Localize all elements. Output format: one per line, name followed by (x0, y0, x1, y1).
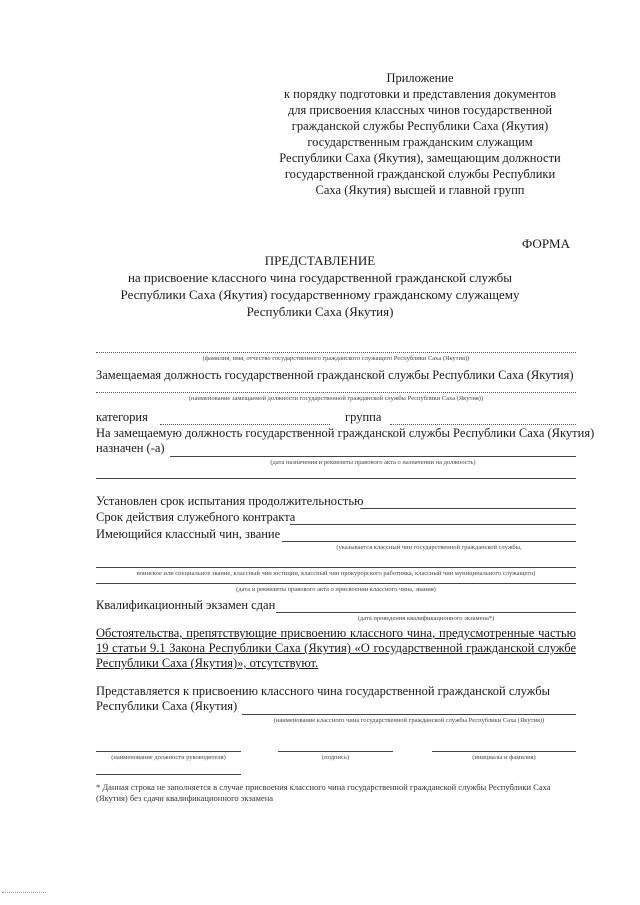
appointed-label: назначен (-а) (96, 441, 165, 455)
exam-field-line[interactable] (276, 612, 576, 613)
appointed-extra-line[interactable] (96, 478, 576, 479)
circumstances-text: Обстоятельства, препятствующие присвоению классного чина, предусмотренные частью 19 статьи 9.1 Закона Республики Саха (Якутия) «О государственной гражданской службе Республики Саха (Якутия)», отсутствуют. (96, 626, 576, 670)
appendix-line: для присвоения классных чинов государственной (287, 103, 553, 117)
category-label: категория (96, 410, 148, 424)
appendix-header (250, 70, 590, 198)
title-line: Республики Саха (Якутия) государственному гражданскому служащему (120, 287, 520, 302)
exam-caption: (дата проведения квалификационного экзамена*) (357, 615, 495, 622)
rank-caption: (указывается классный чин государственной гражданской службы, (336, 544, 522, 551)
form-label: ФОРМА (522, 236, 570, 251)
submitted-field-line[interactable] (242, 714, 576, 715)
head-position-line[interactable] (96, 751, 241, 752)
appendix-line: Саха (Якутия) высшей и главной групп (315, 183, 525, 197)
title-line: на присвоение классного чина государственной гражданской службы (127, 270, 513, 285)
appendix-line: Республики Саха (Якутия), замещающим должности (279, 151, 561, 165)
signature-caption: (подпись) (322, 754, 349, 761)
group-field-line[interactable] (390, 424, 576, 425)
title-heading: ПРЕДСТАВЛЕНИЕ (264, 253, 376, 268)
rank-date-line[interactable] (96, 583, 576, 584)
head-position-caption: (наименование должности руководителя) (111, 754, 226, 761)
exam-label: Квалификационный экзамен сдан (96, 598, 276, 612)
position-caption: (наименование замещаемой должности государственной гражданской службы Республики Саха (Якутия)) (188, 395, 484, 402)
footnote-text: * Данная строка не заполняется в случае присвоения классного чина государственной гражданской службы Республики Саха (Якутия) без сдачи квалификационного экзамена (96, 782, 551, 803)
submitted-line1: Представляется к присвоению классного чина государственной гражданской службы (96, 684, 550, 698)
fio-field-line[interactable] (96, 352, 576, 353)
document-title (80, 252, 560, 320)
contract-label: Срок действия служебного контракта (96, 510, 296, 524)
rank-field-line[interactable] (282, 541, 576, 542)
rank-caption-2: воинское или специальное звание, классный чин юстиции, классный чин прокурорского работника, классный чин муниципального служащего) (136, 570, 536, 577)
full-name-caption: (инициалы и фамилия) (472, 754, 536, 761)
category-field-line[interactable] (160, 424, 330, 425)
full-name-line[interactable] (432, 751, 576, 752)
group-label: группа (345, 410, 382, 424)
position-label: Замещаемая должность государственной гражданской службы Республики Саха (Якутия) (96, 368, 574, 382)
rank-caption-3: (дата и реквизиты правового акта о присвоении классного чина, звания) (236, 586, 436, 593)
contract-field-line[interactable] (290, 524, 576, 525)
rank-label: Имеющийся классный чин, звание (96, 527, 281, 541)
appointed-line1: На замещаемую должность государственной гражданской службы Республики Саха (Якутия) (96, 426, 595, 440)
appendix-line: к порядку подготовки и представления документов (283, 87, 557, 101)
appointed-field-line[interactable] (170, 456, 576, 457)
probation-field-line[interactable] (360, 508, 576, 509)
footnote-separator (96, 774, 241, 775)
signature-line[interactable] (278, 751, 393, 752)
submitted-label: Республики Саха (Якутия) (96, 699, 238, 713)
title-line: Республики Саха (Якутия) (246, 304, 394, 319)
appendix-line: государственным гражданским служащим (307, 135, 533, 149)
probation-label: Установлен срок испытания продолжительностью (96, 494, 364, 508)
position-field-line[interactable] (96, 392, 576, 393)
appendix-line: гражданской службы Республики Саха (Якутия) (291, 119, 549, 133)
submitted-caption: (наименование классного чина государственной гражданской службы Республики Саха (Якутия)) (273, 717, 545, 724)
appointed-caption: (дата назначения и реквизиты правового акта о назначении на должность) (270, 459, 476, 466)
fio-caption: (фамилия, имя, отчество государственного гражданского служащего Республики Саха (Якутия)) (202, 355, 470, 362)
rank-extra-line[interactable] (96, 567, 576, 568)
appendix-line: Приложение (386, 71, 454, 85)
page-edge-mark (2, 892, 46, 893)
appendix-line: государственной гражданской службы Республики (284, 167, 556, 181)
